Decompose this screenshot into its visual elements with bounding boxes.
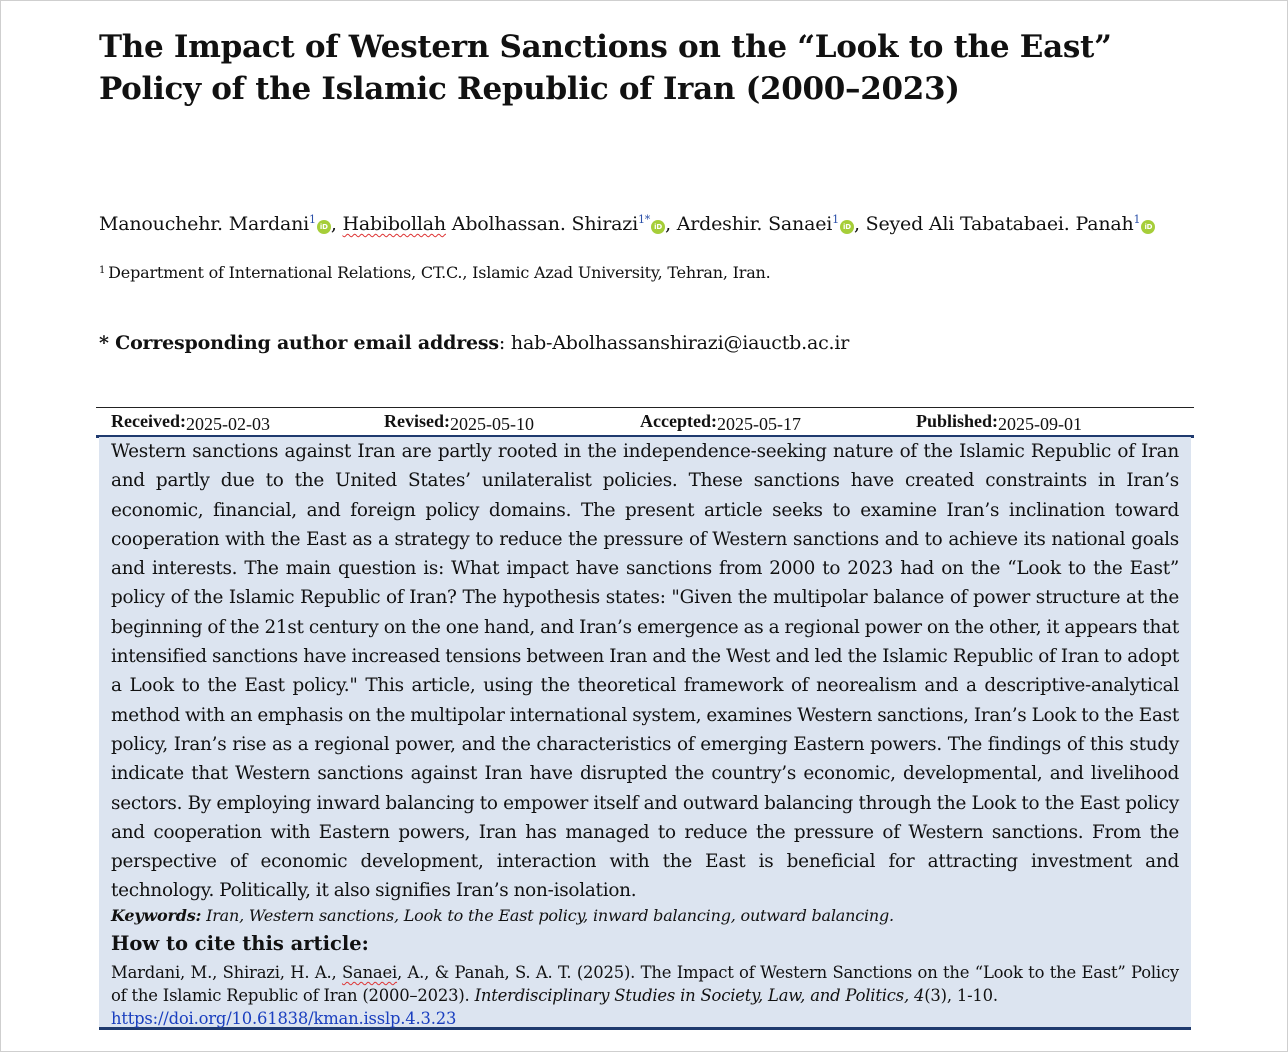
author-name: Manouchehr. Mardani: [99, 213, 309, 235]
author-affil-sup: 1: [1133, 213, 1141, 226]
author-affil-sup: 1*: [637, 213, 651, 226]
cite-heading: How to cite this article:: [111, 932, 369, 955]
orcid-icon[interactable]: iD: [317, 220, 331, 234]
author-affil-sup: 1: [309, 213, 316, 226]
citation: [111, 961, 1179, 1030]
corresponding-author: [99, 329, 849, 357]
affiliation: [99, 260, 771, 284]
published-value: 2025-09-01: [998, 414, 1083, 434]
spellcheck-flagged-word: Sanaei: [341, 963, 398, 982]
keywords: [111, 905, 1179, 927]
author-separator: ,: [665, 213, 677, 235]
author-name-rest: Abolhassan. Shirazi: [445, 213, 638, 235]
revised-value: 2025-05-10: [450, 414, 534, 434]
author-name: Seyed Ali Tabatabaei. Panah: [865, 213, 1134, 235]
author-affil-sup: 1: [832, 213, 839, 226]
received-label: Received:: [111, 411, 186, 431]
received-date: [111, 411, 270, 434]
citation-part: Mardani, M., Shirazi, H. A.,: [111, 963, 342, 982]
revised-label: Revised:: [384, 411, 450, 431]
keywords-text: Iran, Western sanctions, Look to the East policy, inward balancing, outward balancing.: [201, 906, 894, 925]
published-label: Published:: [916, 411, 999, 431]
author-name: Ardeshir. Sanaei: [676, 213, 833, 235]
citation-journal: Interdisciplinary Studies in Society, Law, and Politics, 4: [474, 986, 925, 1005]
dates-bar: [96, 407, 1194, 438]
orcid-icon[interactable]: iD: [840, 220, 854, 234]
keywords-label: Keywords:: [111, 906, 202, 925]
revised-date: [384, 411, 534, 434]
corresponding-email[interactable]: : hab-Abolhassanshirazi@iauctb.ac.ir: [498, 332, 850, 354]
affiliation-sup: 1: [99, 265, 106, 276]
affiliation-text: Department of International Relations, CT.C., Islamic Azad University, Tehran, Iran.: [108, 263, 771, 282]
citation-part: , A., & Panah, S. A. T. (2025). The Impact of Western Sanctions on the “Look to the East” Policy of the Islamic Republic of Iran (2000–2023).: [111, 963, 1179, 1005]
author-separator: ,: [330, 213, 343, 235]
accepted-value: 2025-05-17: [716, 414, 801, 434]
author-list: [99, 207, 1209, 237]
published-date: [916, 411, 1083, 434]
corresponding-label: * Corresponding author email address: [99, 332, 499, 354]
doi-link[interactable]: https://doi.org/10.61838/kman.isslp.4.3.23: [111, 1009, 457, 1028]
accepted-label: Accepted:: [640, 411, 717, 431]
author-separator: ,: [853, 213, 866, 235]
paper-title: The Impact of Western Sanctions on the “Look to the East” Policy of the Islamic Republic of Iran (2000–2023): [99, 29, 1112, 107]
citation-part: (3), 1-10.: [924, 986, 998, 1005]
abstract-box: [99, 437, 1191, 1030]
abstract-text: Western sanctions against Iran are partly rooted in the independence-seeking nature of the Islamic Republic of Iran and partly due to the United States’ unilateralist policies. These sanctions have created constraints in Iran’s economic, financial, and foreign policy domains. The present article seeks to examine Iran’s inclination toward cooperation with the East as a strategy to reduce the pressure of Western sanctions and to achieve its national goals and interests. The main question is: What impact have sanctions from 2000 to 2023 had on the “Look to the East” policy of the Islamic Republic of Iran? The hypothesis states: "Given the multipolar balance of power structure at the beginning of the 21st century on the one hand, and Iran’s emergence as a regional power on the other, it appears that intensified sanctions have increased tensions between Iran and the West and led the Islamic Republic of Iran to adopt a Look to the East policy." This article, using the theoretical framework of neorealism and a descriptive-analytical method with an emphasis on the multipolar international system, examines Western sanctions, Iran’s Look to the East policy, Iran’s rise as a regional power, and the characteristics of emerging Eastern powers. The findings of this study indicate that Western sanctions against Iran have disrupted the country’s economic, developmental, and livelihood sectors. By employing inward balancing to empower itself and outward balancing through the Look to the East policy and cooperation with Eastern powers, Iran has managed to reduce the pressure of Western sanctions. From the perspective of economic development, interaction with the East is beneficial for attracting investment and technology. Politically, it also signifies Iran’s non-isolation.: [111, 441, 1179, 902]
spellcheck-flagged-word: Habibollah: [342, 213, 446, 235]
received-value: 2025-02-03: [185, 414, 270, 434]
orcid-icon[interactable]: iD: [1141, 220, 1155, 234]
accepted-date: [640, 411, 801, 434]
orcid-icon[interactable]: iD: [651, 220, 665, 234]
author-name: [343, 213, 638, 235]
